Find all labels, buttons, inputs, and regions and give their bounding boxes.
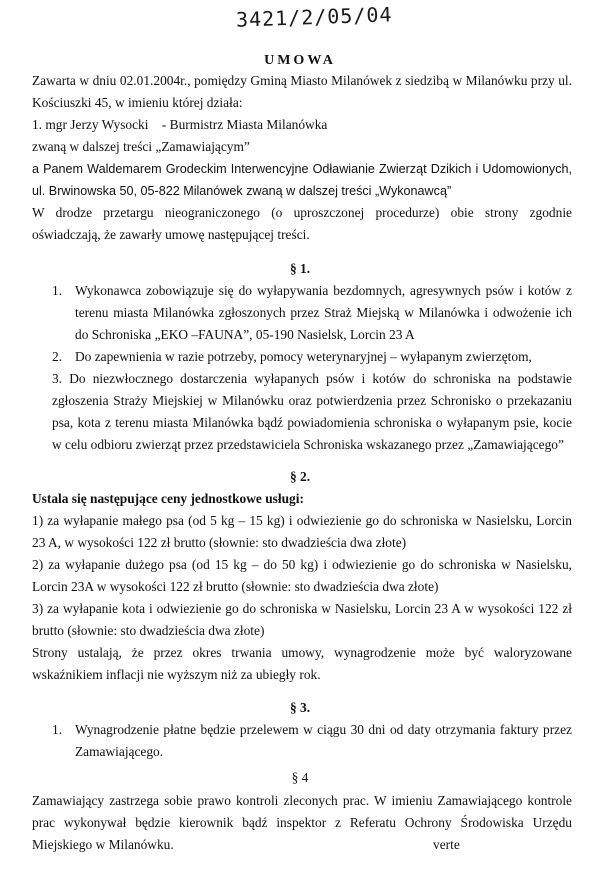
section-2-heading: § 2. (289, 469, 311, 484)
indexation-clause: Strony ustalają, że przez okres trwania umowy, wynagrodzenie może być waloryzowane wskaźnikiem inflacji nie wyższym niż za ubiegły rok. (32, 645, 572, 682)
ordering-party-alias: zwaną w dalszej treści „Zamawiającym” (32, 139, 250, 154)
section-1-heading: § 1. (289, 261, 311, 276)
price-lead: Ustala się następujące ceny jednostkowe usługi: (32, 491, 304, 506)
section-1-item-text (52, 368, 572, 456)
section-1-item-text: Do zapewnienia w razie potrzeby, pomocy weterynaryjnej – wyłapanym zwierzętom, (75, 349, 532, 364)
intro-line: Zawarta w dniu 02.01.2004r., pomiędzy Gminą Miasto Milanówek z siedzibą w Milanówku przy ul. Kościuszki 45, w imieniu której działa: (32, 73, 572, 110)
price-item: 1) za wyłapanie małego psa (od 5 kg – 15 kg) i odwiezienie go do schroniska w Nasielsku, Lorcin 23 A, w wysokości 122 zł brutto (słownie: sto dwadzieścia dwa złote) (32, 513, 572, 550)
handwritten-reference-number: 3421/2/05/04 (235, 2, 393, 32)
document-title: UMOWA (264, 53, 336, 68)
section-1-item-number: 3. (52, 371, 63, 386)
section-3-heading: § 3. (289, 700, 311, 715)
signatory-line: 1. mgr Jerzy Wysocki - Burmistrz Miasta Milanówka (32, 117, 328, 132)
section-1-item-3-body: Do niezwłocznego dostarczenia wyłapanych psów i kotów do schroniska na podstawie zgłoszenia Straży Miejskiej w Milanówku oraz potwierdzenia przez Schronisko o przekazaniu psa, kota z terenu miasta Milanówka bądź powiadomienia schroniska o wyłapanym psie, kocie w celu odbioru zwierząt przez przedstawiciela Schroniska wskazanego przez „Zamawiającego” (52, 371, 572, 452)
price-item: 3) za wyłapanie kota i odwiezienie go do schroniska w Nasielsku, Lorcin 23 A w wysokości 122 zł brutto (słownie: sto dwadzieścia dwa złote) (32, 601, 572, 638)
section-3-item-number: 1. (52, 722, 63, 737)
price-item: 2) za wyłapanie dużego psa (od 15 kg – do 50 kg) i odwiezienie go do schroniska w Nasielsku, Lorcin 23A w wysokości 122 zł brutto (słownie: sto dwadzieścia dwa złote) (32, 557, 572, 594)
section-4-text: Zamawiający zastrzega sobie prawo kontroli zleconych prac. W imieniu Zamawiającego kontrole prac wykonywał będzie kierownik bądź inspektor z Referatu Ochrony Środowiska Urzędu Miejskiego w Milanówku. (32, 793, 572, 852)
section-1-item-number: 1. (52, 283, 63, 298)
intro-parties (32, 70, 572, 246)
section-2-body (32, 488, 572, 686)
section-3-item-text: Wynagrodzenie płatne będzie przelewem w ciągu 30 dni od daty otrzymania faktury przez Zamawiającego. (75, 722, 572, 759)
tender-statement: W drodze przetargu nieograniczonego (o uproszczonej procedurze) obie strony zgodnie oświadczają, że zawarły umowę następującej treści. (32, 205, 572, 242)
verte-note: verte (433, 837, 460, 852)
contractor-line: a Panem Waldemarem Grodeckim Interwencyjne Odławianie Zwierząt Dzikich i Udomowionych, ul. Brwinowska 50, 05-822 Milanówek zwaną w dalszej treści „Wykonawcą” (32, 162, 572, 198)
section-4-heading: § 4 (291, 770, 309, 785)
section-1-item-number: 2. (52, 349, 63, 364)
section-1-item-text: Wykonawca zobowiązuje się do wyłapywania bezdomnych, agresywnych psów i kotów z terenu miasta Milanówka zgłoszonych przez Straż Miejską w Milanówka i odwożenie ich do Schroniska „EKO –FAUNA”, 05-190 Nasielsk, Lorcin 23 A (75, 283, 572, 342)
